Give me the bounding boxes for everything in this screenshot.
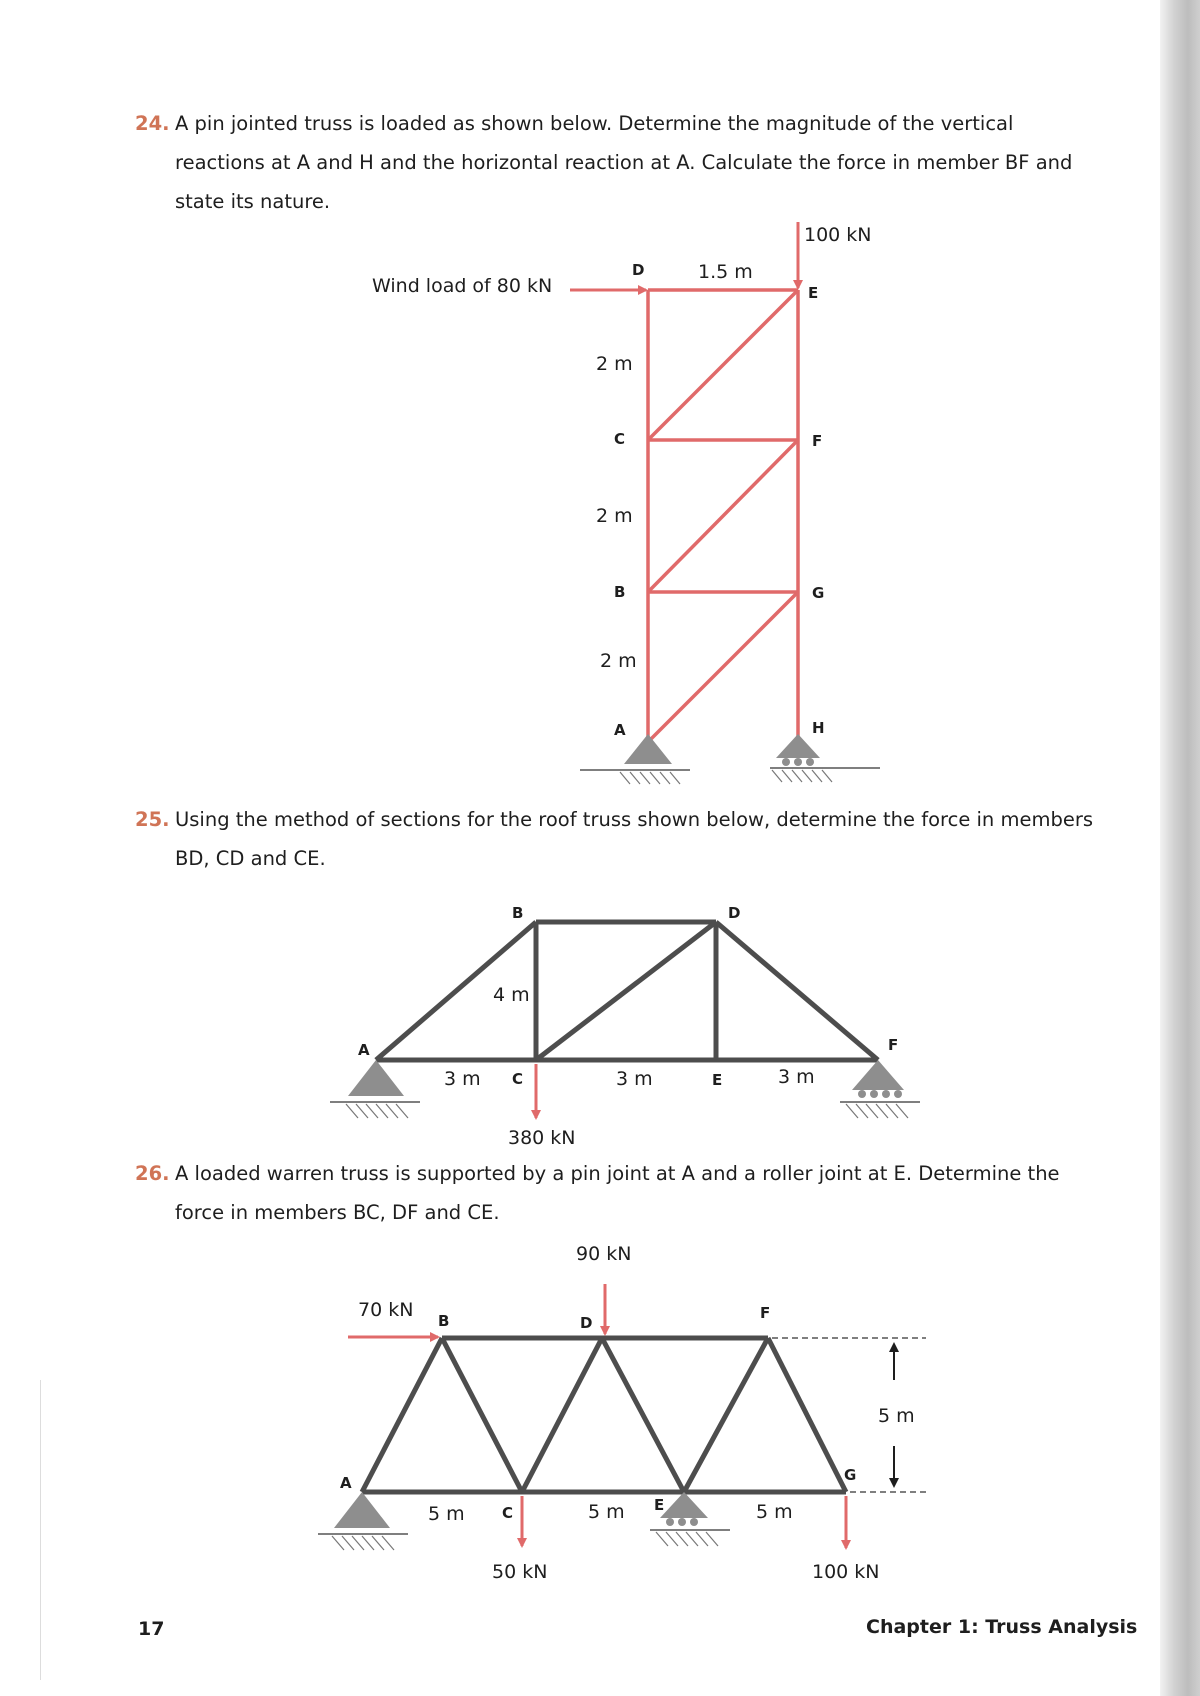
panel-label-middle: 2 m <box>596 505 633 527</box>
span-label-2: 5 m <box>588 1501 625 1523</box>
span-label-1: 5 m <box>428 1503 465 1525</box>
height-label: 5 m <box>878 1405 915 1427</box>
member-CD <box>536 922 716 1060</box>
node-label-E: E <box>654 1496 665 1514</box>
figure-25-roof-truss <box>330 904 920 1149</box>
member-CD <box>522 1338 602 1492</box>
member-FG <box>768 1338 846 1492</box>
node-label-B: B <box>614 583 626 601</box>
node-label-F: F <box>812 432 823 450</box>
node-label-C: C <box>512 1070 524 1088</box>
node-label-A: A <box>340 1474 352 1492</box>
member-AG <box>648 592 798 742</box>
pin-support-A <box>318 1492 408 1550</box>
node-label-F: F <box>760 1304 771 1322</box>
node-label-H: H <box>812 719 825 737</box>
member-EF <box>684 1338 768 1492</box>
question-number: 24. <box>135 112 170 135</box>
truss-members <box>362 1338 846 1492</box>
load-label-B: 70 kN <box>358 1299 414 1321</box>
load-label-C: 50 kN <box>492 1561 548 1583</box>
node-label-B: B <box>438 1312 450 1330</box>
top-load-label: 100 kN <box>804 224 872 246</box>
question-number: 26. <box>135 1162 170 1185</box>
member-BF <box>648 440 798 592</box>
panel-label-top: 2 m <box>596 353 633 375</box>
span-label-3: 3 m <box>778 1066 815 1088</box>
figure-26-warren-truss <box>318 1243 926 1583</box>
node-label-E: E <box>712 1071 723 1089</box>
figure-24-tower-truss <box>372 222 880 784</box>
member-DF <box>716 922 878 1060</box>
question-text: Using the method of sections for the roof truss shown below, determine the force in members BD, CD and CE. <box>175 808 1094 870</box>
roller-support-F <box>840 1060 920 1118</box>
span-label-1: 3 m <box>444 1068 481 1090</box>
pin-support-A <box>580 734 690 784</box>
truss-members <box>376 922 878 1060</box>
wind-load-label: Wind load of 80 kN <box>372 275 553 297</box>
truss-members <box>648 290 798 742</box>
page-number: 17 <box>138 1618 165 1640</box>
question-number: 25. <box>135 808 170 831</box>
question-text: A loaded warren truss is supported by a pin joint at A and a roller joint at E. Determine the force in members BC, DF and CE. <box>175 1162 1060 1224</box>
panel-label-bottom: 2 m <box>600 650 637 672</box>
node-label-G: G <box>812 584 825 602</box>
pin-support-A <box>330 1060 420 1118</box>
node-label-C: C <box>614 430 626 448</box>
node-label-G: G <box>844 1466 857 1484</box>
load-label: 380 kN <box>508 1127 576 1149</box>
node-label-D: D <box>580 1314 593 1332</box>
member-CE <box>648 290 798 440</box>
node-label-A: A <box>358 1041 370 1059</box>
question-text: A pin jointed truss is loaded as shown below. Determine the magnitude of the vertical reactions at A and H and the horizontal reaction at A. Calculate the force in member BF and state its nature. <box>175 112 1073 213</box>
load-label-D: 90 kN <box>576 1243 632 1265</box>
width-label: 1.5 m <box>698 261 753 283</box>
member-AB <box>362 1338 442 1492</box>
height-label: 4 m <box>493 984 530 1006</box>
node-label-D: D <box>728 904 741 922</box>
node-label-C: C <box>502 1504 514 1522</box>
span-label-3: 5 m <box>756 1501 793 1523</box>
node-label-B: B <box>512 904 524 922</box>
node-label-E: E <box>808 284 819 302</box>
member-DE <box>602 1338 684 1492</box>
node-label-F: F <box>888 1036 899 1054</box>
node-label-D: D <box>632 261 645 279</box>
roller-support-H <box>770 734 880 782</box>
member-BC <box>442 1338 522 1492</box>
chapter-footer: Chapter 1: Truss Analysis <box>866 1616 1138 1638</box>
load-label-G: 100 kN <box>812 1561 880 1583</box>
span-label-2: 3 m <box>616 1068 653 1090</box>
node-label-A: A <box>614 721 626 739</box>
